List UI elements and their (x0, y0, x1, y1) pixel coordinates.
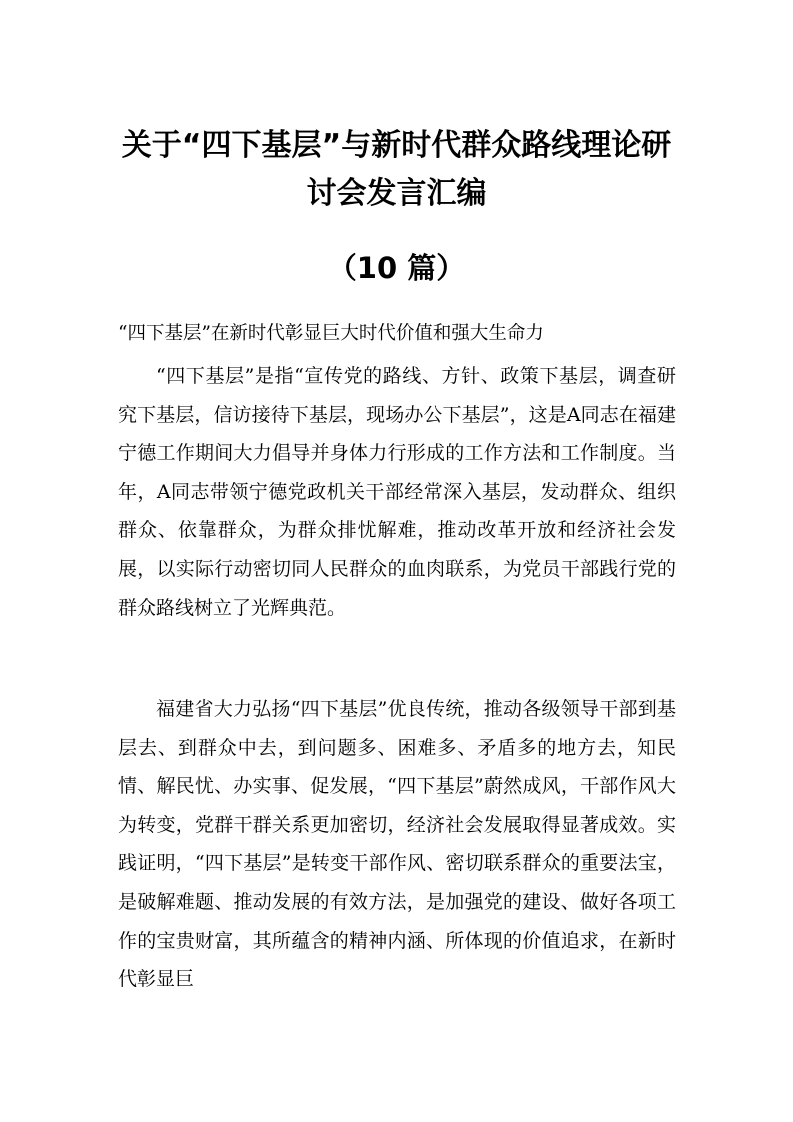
body-paragraph: “四下基层”是指“宣传党的路线、方针、政策下基层，调查研究下基层，信访接待下基层，现场办公下基层”，这是A同志在福建宁德工作期间大力倡导并身体力行形成的工作方法和工作制度。当年，A同志带领宁德党政机关干部经常深入基层，发动群众、组织群众、依靠群众，为群众排忧解难，推动改革开放和经济社会发展，以实际行动密切同人民群众的血肉联系，为党员干部践行党的群众路线树立了光辉典范。 (118, 365, 676, 619)
section-heading: “四下基层”在新时代彰显巨大时代价值和强大生命力 (118, 323, 544, 344)
document-subtitle: （10 篇） (327, 251, 466, 285)
document-title-line-2: 讨会发言汇编 (306, 176, 487, 211)
document-title-line-1: 关于“四下基层”与新时代群众路线理论研 (121, 128, 672, 163)
body-paragraph: 福建省大力弘扬“四下基层”优良传统，推动各级领导干部到基层去、到群众中去，到问题多、困难多、矛盾多的地方去，知民情、解民忧、办实事、促发展，“四下基层”蔚然成风，干部作风大为转变，党群干群关系更加密切，经济社会发展取得显著成效。实践证明，“四下基层”是转变干部作风、密切联系群众的重要法宝，是破解难题、推动发展的有效方法，是加强党的建设、做好各项工作的宝贵财富，其所蕴含的精神内涵、所体现的价值追求，在新时代彰显巨 (118, 698, 676, 991)
